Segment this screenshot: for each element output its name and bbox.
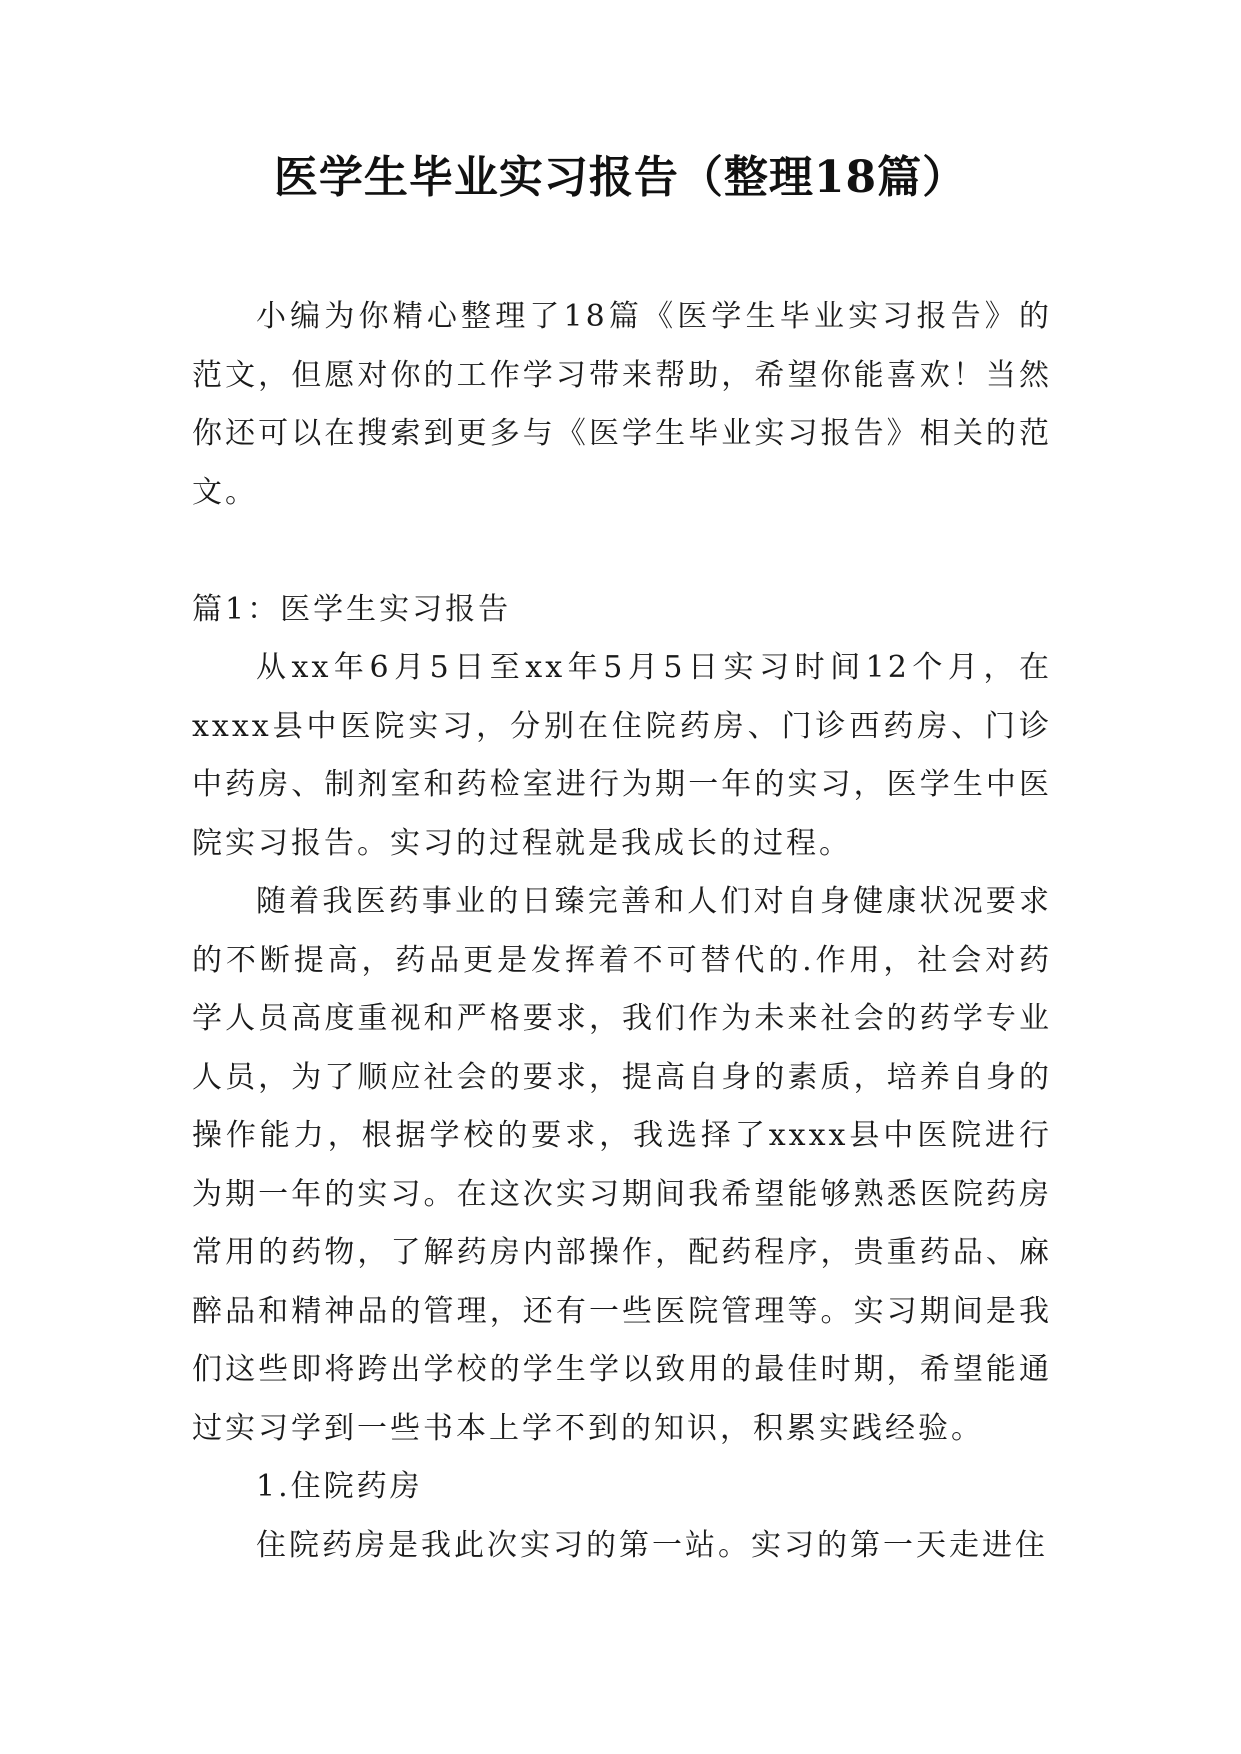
section-heading: 篇1：医学生实习报告 [192,591,512,627]
body-paragraph-1: 从xx年6月5日至xx年5月5日实习时间12个月，在xxxx县中医院实习，分别在住院药房、门诊西药房、门诊中药房、制剂室和药检室进行为期一年的实习，医学生中医院实习报告。实习的过程就是我成长的过程。 [192,650,1052,861]
body-paragraph-2: 随着我医药事业的日臻完善和人们对自身健康状况要求的不断提高，药品更是发挥着不可替代的.作用，社会对药学人员高度重视和严格要求，我们作为未来社会的药学专业人员，为了顺应社会的要求，提高自身的素质，培养自身的操作能力，根据学校的要求，我选择了xxxx县中医院进行为期一年的实习。在这次实习期间我希望能够熟悉医院药房常用的药物，了解药房内部操作，配药程序，贵重药品、麻醉品和精神品的管理，还有一些医院管理等。实习期间是我们这些即将跨出学校的学生学以致用的最佳时期，希望能通过实习学到一些书本上学不到的知识，积累实践经验。 [192,884,1052,1446]
subsection-heading: 1.住院药房 [256,1469,423,1504]
document-body [192,288,1052,1575]
body-paragraph-3: 住院药房是我此次实习的第一站。实习的第一天走进住 [256,1527,1048,1563]
document-title: 医学生毕业实习报告（整理18篇） [273,152,968,203]
paragraph-gap [192,522,1052,581]
intro-paragraph: 小编为你精心整理了18篇《医学生毕业实习报告》的范文，但愿对你的工作学习带来帮助，希望你能喜欢！当然你还可以在搜索到更多与《医学生毕业实习报告》相关的范文。 [192,299,1052,510]
